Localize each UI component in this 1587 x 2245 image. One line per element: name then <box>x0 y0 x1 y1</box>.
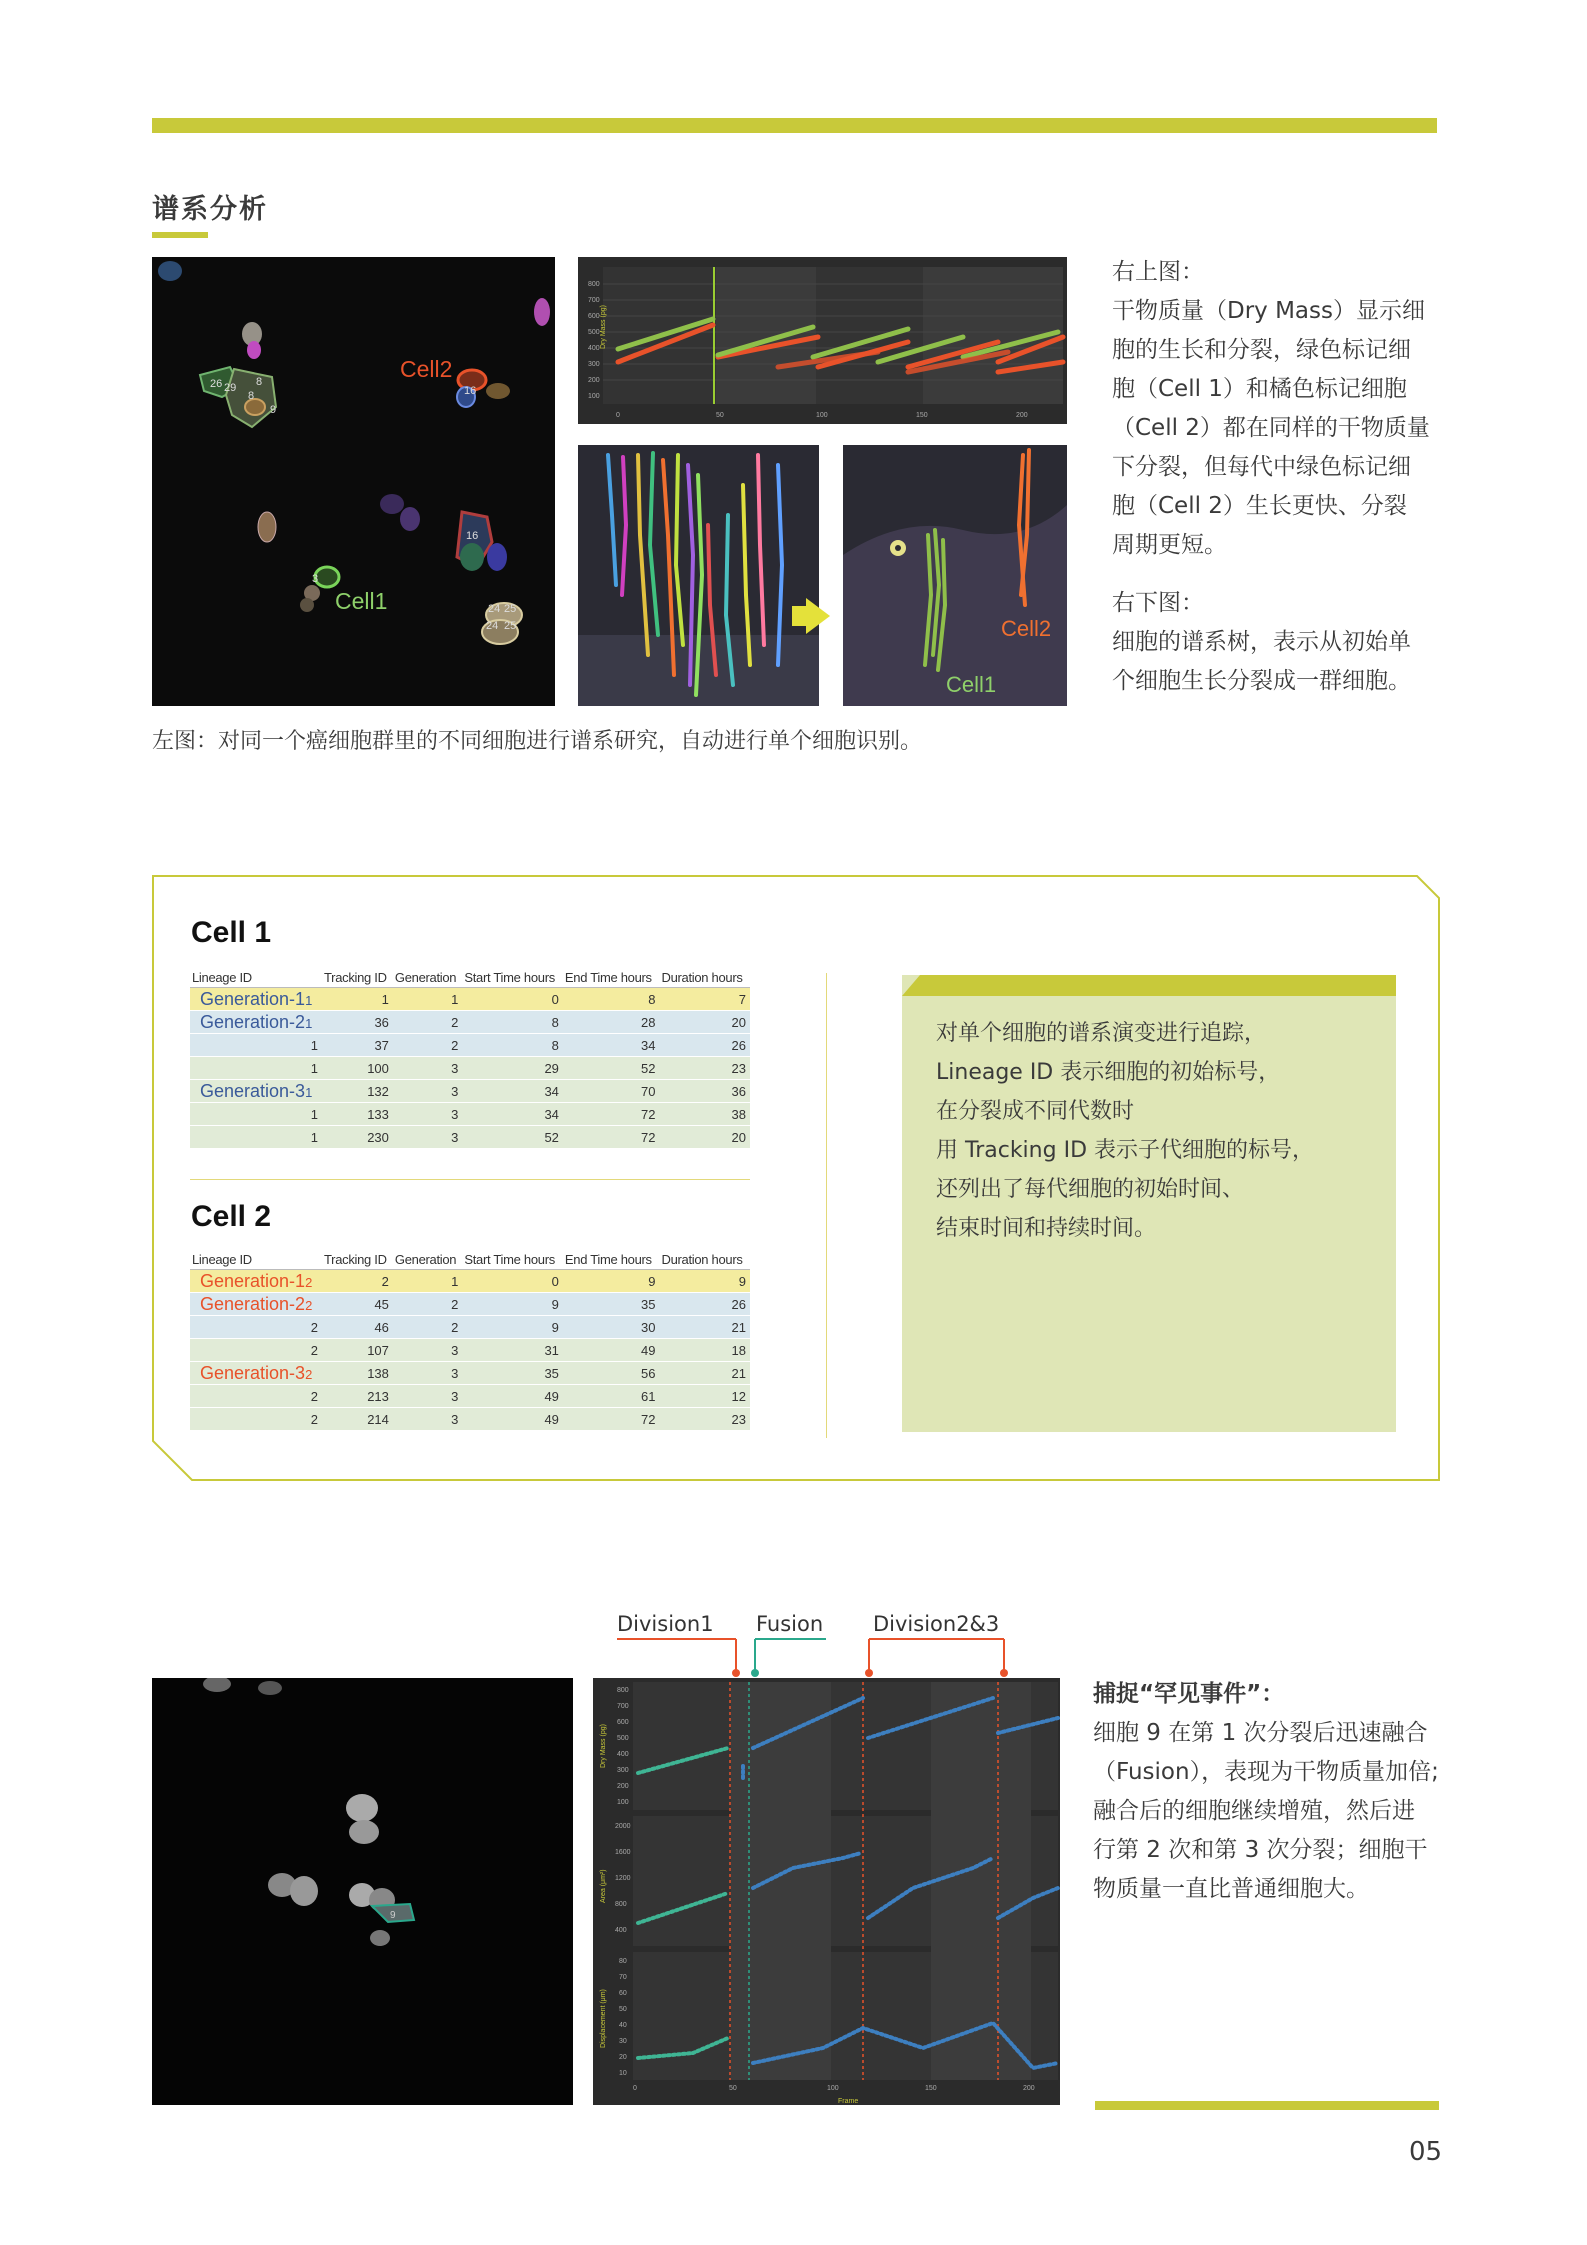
y-tick: 80 <box>619 1958 627 1965</box>
green-box-header <box>902 975 1396 996</box>
upper-line: 胞（Cell 2）生长更快、分裂 <box>1112 493 1407 519</box>
duration: 38 <box>660 1103 751 1126</box>
lineage-id: 2 <box>190 1316 322 1339</box>
generation-label: Generation-1 <box>200 1270 306 1291</box>
lineage-tree-zoom <box>843 445 1067 706</box>
tracking-id: 133 <box>322 1103 393 1126</box>
y-tick: 400 <box>615 1927 627 1934</box>
lineage-tree-3d <box>578 445 819 706</box>
lineage-id: 1 <box>305 992 313 1008</box>
colony-id: 26 <box>210 378 223 390</box>
x-tick: 150 <box>925 2085 937 2092</box>
description-line: 结束时间和持续时间。 <box>936 1216 1157 1241</box>
cell2-table <box>190 1250 750 1431</box>
lineage-id: 2 <box>305 1297 313 1313</box>
dry-mass-chart <box>578 257 1067 424</box>
generation: 2 <box>393 1293 462 1316</box>
upper-line: 下分裂，但每代中绿色标记细 <box>1112 454 1411 480</box>
end-time: 9 <box>563 1270 660 1293</box>
vertical-divider <box>826 973 827 1438</box>
start-time: 0 <box>462 1270 563 1293</box>
duration: 23 <box>660 1408 751 1431</box>
y-axis-label: Dry Mass (pg) <box>600 305 607 349</box>
col-header: Lineage ID <box>190 1250 322 1270</box>
description-line: Lineage ID 表示细胞的初始标号， <box>936 1060 1281 1085</box>
section-title: 谱系分析 <box>152 194 268 225</box>
tracking-id: 213 <box>322 1385 393 1408</box>
tracking-id: 1 <box>322 988 393 1011</box>
y-axis-label: Displacement (μm) <box>600 1989 607 2048</box>
table-row <box>190 1385 750 1408</box>
y-tick: 40 <box>619 2022 627 2029</box>
y-tick: 500 <box>617 1735 629 1742</box>
table-row <box>190 1270 750 1293</box>
x-tick: 0 <box>616 412 620 419</box>
upper-line: 周期更短。 <box>1112 532 1227 558</box>
tracking-id: 214 <box>322 1408 393 1431</box>
side-description <box>1112 253 1442 701</box>
end-time: 72 <box>563 1103 660 1126</box>
lower-line: 细胞的谱系树，表示从初始单 <box>1112 629 1411 655</box>
cell-id-label: 9 <box>390 1910 396 1921</box>
lower-heading: 右下图： <box>1112 590 1204 616</box>
start-time: 0 <box>462 988 563 1011</box>
start-time: 49 <box>462 1385 563 1408</box>
y-tick: 100 <box>588 393 600 400</box>
colony-id: 3 <box>312 573 319 585</box>
start-time: 29 <box>462 1057 563 1080</box>
duration: 7 <box>660 988 751 1011</box>
colony-id: 24 <box>488 603 501 615</box>
col-header: Generation <box>393 1250 462 1270</box>
generation: 3 <box>393 1057 462 1080</box>
y-tick: 60 <box>619 1990 627 1997</box>
duration: 18 <box>660 1339 751 1362</box>
generation: 1 <box>393 988 462 1011</box>
events-line: 细胞 9 在第 1 次分裂后迅速融合 <box>1093 1720 1428 1746</box>
tracking-id: 138 <box>322 1362 393 1385</box>
lineage-description-text <box>936 1014 1314 1248</box>
generation: 3 <box>393 1408 462 1431</box>
tracking-id: 37 <box>322 1034 393 1057</box>
y-tick: 800 <box>615 1901 627 1908</box>
lineage-id: 2 <box>190 1408 322 1431</box>
generation: 3 <box>393 1126 462 1149</box>
y-tick: 10 <box>619 2070 627 2077</box>
description-line: 用 Tracking ID 表示子代细胞的标号， <box>936 1138 1314 1163</box>
start-time: 31 <box>462 1339 563 1362</box>
y-tick: 1200 <box>615 1875 631 1882</box>
generation: 3 <box>393 1385 462 1408</box>
colony-id: 24 <box>486 620 499 632</box>
table-separator <box>190 1179 750 1180</box>
x-axis-label: Frame <box>838 2098 859 2105</box>
colony-id: 16 <box>466 530 479 542</box>
start-time: 52 <box>462 1126 563 1149</box>
generation-label: Generation-1 <box>200 988 306 1009</box>
upper-line: 胞的生长和分裂，绿色标记细 <box>1112 337 1411 363</box>
lineage-id: 1 <box>305 1084 313 1100</box>
generation-label: Generation-2 <box>200 1011 306 1032</box>
generation: 2 <box>393 1011 462 1034</box>
y-tick: 30 <box>619 2038 627 2045</box>
lineage-id: 2 <box>190 1339 322 1362</box>
duration: 12 <box>660 1385 751 1408</box>
arrow-shaft <box>792 606 808 626</box>
y-axis-label: Area (μm²) <box>600 1869 607 1903</box>
table-row <box>190 1034 750 1057</box>
y-tick: 700 <box>617 1703 629 1710</box>
description-line: 在分裂成不同代数时 <box>936 1099 1135 1124</box>
end-time: 70 <box>563 1080 660 1103</box>
upper-line: 干物质量（Dry Mass）显示细 <box>1112 298 1425 324</box>
duration: 20 <box>660 1011 751 1034</box>
col-header: Tracking ID <box>322 968 393 988</box>
start-time: 49 <box>462 1408 563 1431</box>
duration: 26 <box>660 1034 751 1057</box>
lower-line: 个细胞生长分裂成一群细胞。 <box>1112 668 1411 694</box>
table-row <box>190 1080 750 1103</box>
start-time: 34 <box>462 1080 563 1103</box>
events-heading: 捕捉“罕见事件”： <box>1093 1681 1285 1707</box>
colony-id: 29 <box>224 382 237 394</box>
x-tick: 0 <box>633 2085 637 2092</box>
x-tick: 200 <box>1016 412 1028 419</box>
tree-cell1-label: Cell1 <box>946 672 997 697</box>
duration: 21 <box>660 1362 751 1385</box>
colony-id: 25 <box>504 603 517 615</box>
generation: 3 <box>393 1103 462 1126</box>
end-time: 72 <box>563 1408 660 1431</box>
generation: 3 <box>393 1339 462 1362</box>
duration: 36 <box>660 1080 751 1103</box>
events-description <box>1093 1675 1443 1909</box>
description-line: 对单个细胞的谱系演变进行追踪， <box>936 1021 1267 1046</box>
cell2-label: Cell2 <box>400 356 453 382</box>
y-tick: 20 <box>619 2054 627 2061</box>
generation-label: Generation-2 <box>200 1293 306 1314</box>
end-time: 8 <box>563 988 660 1011</box>
y-tick: 800 <box>617 1687 629 1694</box>
tracking-id: 107 <box>322 1339 393 1362</box>
end-time: 49 <box>563 1339 660 1362</box>
y-tick: 500 <box>588 329 600 336</box>
table-row <box>190 1293 750 1316</box>
duration: 23 <box>660 1057 751 1080</box>
generation: 3 <box>393 1362 462 1385</box>
table-row <box>190 1103 750 1126</box>
table-row <box>190 1362 750 1385</box>
lineage-id: 1 <box>305 1015 313 1031</box>
y-tick: 200 <box>617 1783 629 1790</box>
lineage-id: 1 <box>190 1034 322 1057</box>
bottom-accent-bar <box>1095 2101 1439 2110</box>
lineage-id: 2 <box>190 1385 322 1408</box>
colony-id: 9 <box>270 404 277 416</box>
col-header: Start Time hours <box>462 968 563 988</box>
table-row <box>190 1057 750 1080</box>
col-header: Tracking ID <box>322 1250 393 1270</box>
y-axis-label: Dry Mass (pg) <box>600 1724 607 1768</box>
tracking-id: 46 <box>322 1316 393 1339</box>
col-header: Generation <box>393 968 462 988</box>
arrow-icon <box>806 598 830 634</box>
cell2-table-title: Cell 2 <box>191 1200 272 1233</box>
duration: 21 <box>660 1316 751 1339</box>
generation: 2 <box>393 1034 462 1057</box>
colony-id: 25 <box>504 620 517 632</box>
end-time: 34 <box>563 1034 660 1057</box>
y-tick: 400 <box>588 345 600 352</box>
y-tick: 50 <box>619 2006 627 2013</box>
y-tick: 70 <box>619 1974 627 1981</box>
tracking-id: 2 <box>322 1270 393 1293</box>
description-line: 还列出了每代细胞的初始时间、 <box>936 1177 1245 1202</box>
x-tick: 100 <box>827 2085 839 2092</box>
x-tick: 50 <box>729 2085 737 2092</box>
colony-id: 8 <box>256 376 263 388</box>
start-time: 34 <box>462 1103 563 1126</box>
x-tick: 50 <box>716 412 724 419</box>
y-tick: 600 <box>617 1719 629 1726</box>
lineage-id: 1 <box>190 1057 322 1080</box>
tracking-id: 132 <box>322 1080 393 1103</box>
table-row <box>190 1408 750 1431</box>
duration: 20 <box>660 1126 751 1149</box>
tree-cell2-label: Cell2 <box>1001 616 1052 641</box>
col-header: Lineage ID <box>190 968 322 988</box>
table-row <box>190 1316 750 1339</box>
section-title-underline <box>152 232 208 238</box>
end-time: 56 <box>563 1362 660 1385</box>
cell1-table-title: Cell 1 <box>191 916 272 949</box>
events-line: 行第 2 次和第 3 次分裂；细胞干 <box>1093 1837 1428 1863</box>
start-time: 35 <box>462 1362 563 1385</box>
left-caption: 左图：对同一个癌细胞群里的不同细胞进行谱系研究，自动进行单个细胞识别。 <box>152 729 923 754</box>
col-header: End Time hours <box>563 1250 660 1270</box>
lineage-id: 2 <box>305 1366 313 1382</box>
start-time: 8 <box>462 1011 563 1034</box>
y-tick: 800 <box>588 281 600 288</box>
events-line: 融合后的细胞继续增殖，然后进 <box>1093 1798 1415 1824</box>
generation-label: Generation-3 <box>200 1080 306 1101</box>
y-tick: 100 <box>617 1799 629 1806</box>
col-header: Start Time hours <box>462 1250 563 1270</box>
start-time: 9 <box>462 1316 563 1339</box>
x-tick: 100 <box>816 412 828 419</box>
fusion-label: Fusion <box>756 1612 824 1636</box>
cell1-label: Cell1 <box>335 588 388 614</box>
table-row <box>190 1011 750 1034</box>
generation-label: Generation-3 <box>200 1362 306 1383</box>
upper-line: 胞（Cell 1）和橘色标记细胞 <box>1112 376 1407 402</box>
upper-heading: 右上图： <box>1112 259 1204 285</box>
y-tick: 300 <box>588 361 600 368</box>
table-row <box>190 1339 750 1362</box>
division1-label: Division1 <box>617 1612 714 1636</box>
table-row <box>190 988 750 1011</box>
x-tick: 200 <box>1023 2085 1035 2092</box>
y-tick: 2000 <box>615 1823 631 1830</box>
generation: 2 <box>393 1316 462 1339</box>
events-line: 物质量一直比普通细胞大。 <box>1093 1876 1369 1902</box>
top-accent-bar <box>152 118 1437 133</box>
x-tick: 150 <box>916 412 928 419</box>
division23-label: Division2&3 <box>873 1612 1000 1636</box>
colony-id: 8 <box>248 390 255 402</box>
end-time: 35 <box>563 1293 660 1316</box>
y-tick: 600 <box>588 313 600 320</box>
event-underlines <box>600 1637 1020 1679</box>
tracking-id: 45 <box>322 1293 393 1316</box>
event-charts <box>593 1678 1060 2105</box>
end-time: 30 <box>563 1316 660 1339</box>
y-tick: 1600 <box>615 1849 631 1856</box>
cell-blobs <box>158 261 550 644</box>
cell1-table <box>190 968 750 1149</box>
upper-line: （Cell 2）都在同样的干物质量 <box>1112 415 1430 441</box>
duration: 26 <box>660 1293 751 1316</box>
col-header: Duration hours <box>660 968 751 988</box>
tracking-id: 36 <box>322 1011 393 1034</box>
lineage-id: 1 <box>190 1103 322 1126</box>
page-number: 05 <box>1409 2137 1443 2167</box>
y-tick: 200 <box>588 377 600 384</box>
start-time: 8 <box>462 1034 563 1057</box>
start-time: 9 <box>462 1293 563 1316</box>
events-line: （Fusion），表现为干物质量加倍; <box>1093 1759 1439 1785</box>
end-time: 72 <box>563 1126 660 1149</box>
cell9-microscope-image <box>152 1678 573 2105</box>
tracking-id: 100 <box>322 1057 393 1080</box>
y-tick: 300 <box>617 1767 629 1774</box>
generation: 1 <box>393 1270 462 1293</box>
col-header: End Time hours <box>563 968 660 988</box>
end-time: 61 <box>563 1385 660 1408</box>
end-time: 28 <box>563 1011 660 1034</box>
duration: 9 <box>660 1270 751 1293</box>
table-row <box>190 1126 750 1149</box>
y-tick: 400 <box>617 1751 629 1758</box>
lineage-id: 1 <box>190 1126 322 1149</box>
tracking-id: 230 <box>322 1126 393 1149</box>
y-tick: 700 <box>588 297 600 304</box>
cell-colony-image <box>152 257 555 706</box>
lineage-id: 2 <box>305 1274 313 1290</box>
col-header: Duration hours <box>660 1250 751 1270</box>
generation: 3 <box>393 1080 462 1103</box>
colony-id: 16 <box>464 385 477 397</box>
end-time: 52 <box>563 1057 660 1080</box>
